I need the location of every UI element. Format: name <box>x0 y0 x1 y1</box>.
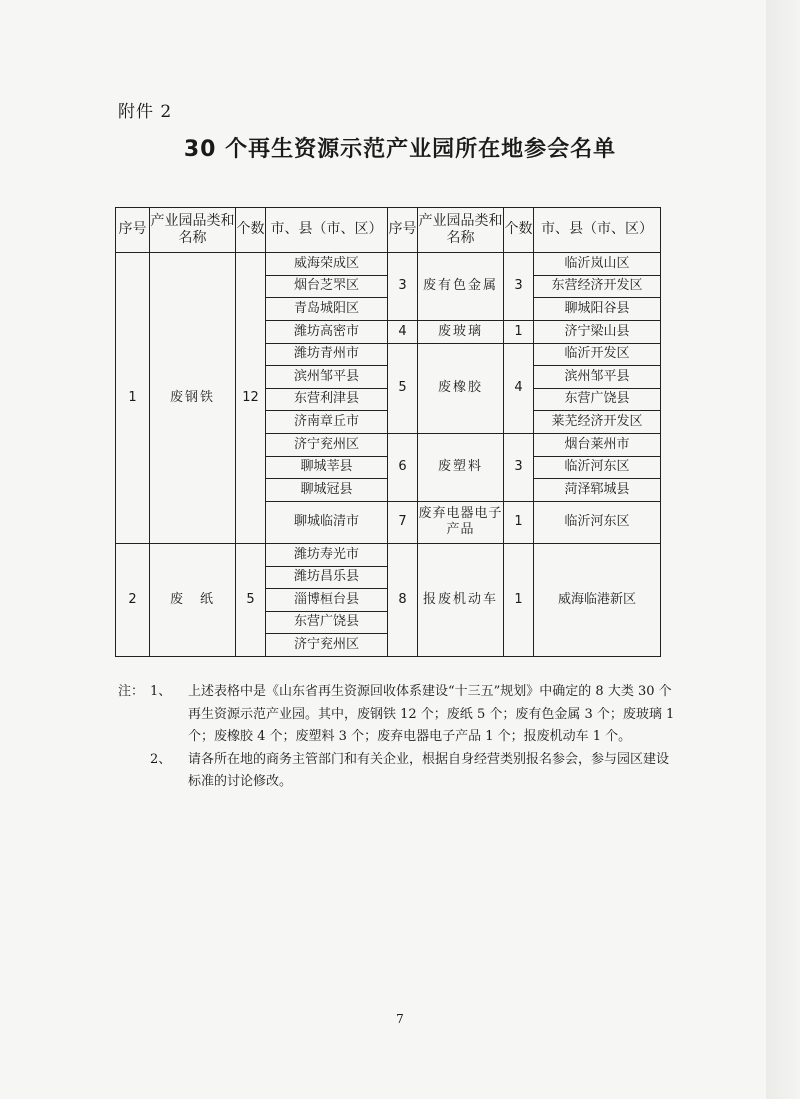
city-cell: 潍坊高密市 <box>266 320 388 343</box>
city-cell: 东营经济开发区 <box>534 275 661 298</box>
group-seq: 5 <box>388 343 418 434</box>
group-count: 3 <box>504 253 534 321</box>
city-cell: 临沂河东区 <box>534 501 661 543</box>
header-count-2: 个数 <box>504 208 534 253</box>
city-cell: 东营利津县 <box>266 388 388 411</box>
group-count: 12 <box>236 253 266 544</box>
group-name: 废弃电器电子产品 <box>418 501 504 543</box>
city-cell: 菏泽郓城县 <box>534 479 661 502</box>
page-number: 7 <box>396 1012 404 1026</box>
city-cell: 潍坊昌乐县 <box>266 566 388 589</box>
group-seq: 4 <box>388 320 418 343</box>
note-item <box>118 681 678 749</box>
city-cell: 威海荣成区 <box>266 253 388 276</box>
group-name: 废有色金属 <box>418 253 504 321</box>
city-cell: 潍坊青州市 <box>266 343 388 366</box>
city-cell: 济宁梁山县 <box>534 320 661 343</box>
note-text: 上述表格中是《山东省再生资源回收体系建设“十三五”规划》中确定的 8 大类 30 个再生资源示范产业园。其中，废钢铁 12 个；废纸 5 个；废有色金属 3 个；废玻璃 1 个；废橡胶 4 个；废塑料 3 个；废弃电器电子产品 1 个；报废机动车 1 个。 <box>188 684 675 744</box>
document-title: 30 个再生资源示范产业园所在地参会名单 <box>183 137 617 162</box>
group-seq: 3 <box>388 253 418 321</box>
group-seq: 6 <box>388 434 418 502</box>
city-cell: 济宁兖州区 <box>266 434 388 457</box>
city-cell: 东营广饶县 <box>534 388 661 411</box>
city-cell: 潍坊寿光市 <box>266 543 388 566</box>
note-item <box>118 749 678 794</box>
city-cell: 聊城莘县 <box>266 456 388 479</box>
city-cell: 青岛城阳区 <box>266 298 388 321</box>
city-cell: 临沂开发区 <box>534 343 661 366</box>
city-cell: 烟台莱州市 <box>534 434 661 457</box>
city-cell: 莱芜经济开发区 <box>534 411 661 434</box>
header-location-2: 市、县（市、区） <box>534 208 661 253</box>
group-count: 1 <box>504 501 534 543</box>
city-cell: 临沂岚山区 <box>534 253 661 276</box>
note-number: 1、 <box>150 684 172 699</box>
city-cell: 威海临港新区 <box>534 543 661 656</box>
attachment-label: 附件 2 <box>118 102 173 122</box>
table-row <box>116 253 661 276</box>
city-cell: 烟台芝罘区 <box>266 275 388 298</box>
group-name: 废橡胶 <box>418 343 504 434</box>
city-cell: 滨州邹平县 <box>266 366 388 389</box>
city-cell: 聊城阳谷县 <box>534 298 661 321</box>
note-prefix: 注： <box>118 684 145 699</box>
note-number: 2、 <box>150 751 172 767</box>
notes-section <box>118 681 678 794</box>
group-seq: 7 <box>388 501 418 543</box>
group-name: 废塑料 <box>418 434 504 502</box>
group-seq: 8 <box>388 543 418 656</box>
city-cell: 聊城冠县 <box>266 479 388 502</box>
header-category-2: 产业园品类和名称 <box>418 208 504 253</box>
header-location: 市、县（市、区） <box>266 208 388 253</box>
city-cell: 济宁兖州区 <box>266 634 388 657</box>
city-cell: 聊城临清市 <box>266 501 388 543</box>
city-cell: 滨州邹平县 <box>534 366 661 389</box>
group-count: 4 <box>504 343 534 434</box>
city-cell: 济南章丘市 <box>266 411 388 434</box>
participant-table <box>115 207 661 657</box>
group-count: 1 <box>504 543 534 656</box>
group-name: 报废机动车 <box>418 543 504 656</box>
header-seq: 序号 <box>116 208 150 253</box>
table-header-row <box>116 208 661 253</box>
group-name: 废玻璃 <box>418 320 504 343</box>
table-row <box>116 543 661 566</box>
city-cell: 淄博桓台县 <box>266 589 388 612</box>
header-category: 产业园品类和名称 <box>150 208 236 253</box>
group-count: 3 <box>504 434 534 502</box>
note-text: 请各所在地的商务主管部门和有关企业，根据自身经营类别报名参会，参与园区建设标准的讨论修改。 <box>188 751 670 789</box>
group-seq: 1 <box>116 253 150 544</box>
group-seq: 2 <box>116 543 150 656</box>
group-name: 废 纸 <box>150 543 236 656</box>
scanned-page-edge <box>766 0 800 1099</box>
group-count: 5 <box>236 543 266 656</box>
city-cell: 东营广饶县 <box>266 611 388 634</box>
group-count: 1 <box>504 320 534 343</box>
header-seq-2: 序号 <box>388 208 418 253</box>
header-count: 个数 <box>236 208 266 253</box>
group-name: 废钢铁 <box>150 253 236 544</box>
city-cell: 临沂河东区 <box>534 456 661 479</box>
